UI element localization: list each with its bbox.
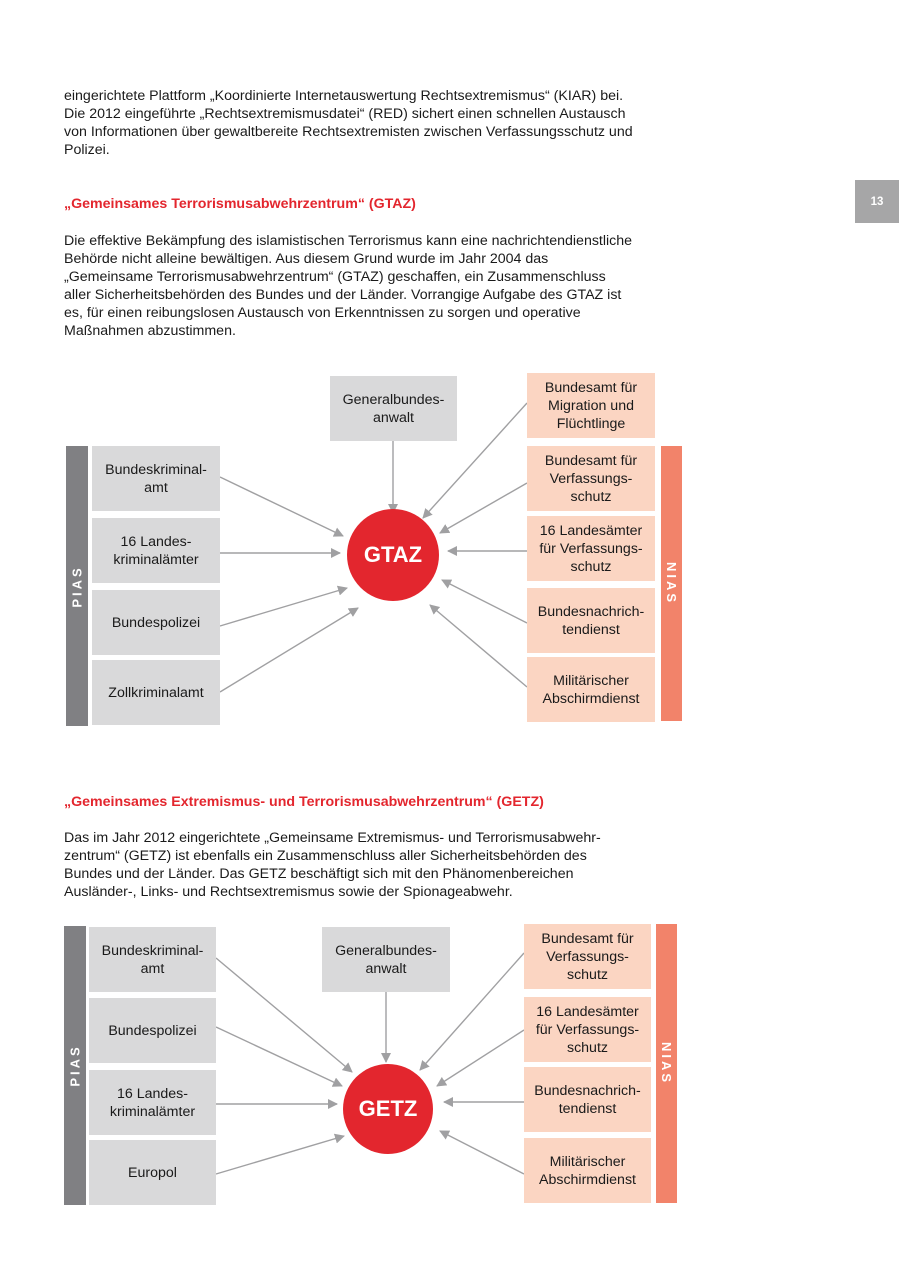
gtaz-paragraph: Die effektive Bekämpfung des islamistischen Terrorismus kann eine nachrichtendienstliche Behörde nicht alleine bewältigen. Aus diesem Grund wurde im Jahr 2004 das „Gemeinsame Terrorismusabwehrzentrum“ (GTAZ) geschaffen, ein Zusammenschluss aller Sicherheitsbehörden des Bundes und der Länder. Vorrangige Aufgabe des GTAZ ist es, für einen reibungslosen Austausch von Erkenntnissen zu sorgen und operative Maßnahmen abzustimmen. bbox=[64, 233, 633, 339]
left-box: 16 Landes- kriminalämter bbox=[92, 518, 220, 583]
arrow-left-4 bbox=[220, 608, 358, 692]
left-box: Bundeskriminal- amt bbox=[92, 446, 220, 511]
getz-diagram bbox=[0, 920, 900, 1210]
right-box: Bundesnachrich- tendienst bbox=[527, 588, 655, 653]
right-box: Bundesamt für Verfassungs- schutz bbox=[527, 446, 655, 511]
arrow-right-5 bbox=[430, 605, 527, 687]
left-box: Bundespolizei bbox=[92, 590, 220, 655]
right-box: 16 Landesämter für Verfassungs- schutz bbox=[524, 997, 651, 1062]
right-box: Bundesnachrich- tendienst bbox=[524, 1067, 651, 1132]
pias-label: PIAS bbox=[69, 564, 85, 608]
arrow-right-2 bbox=[437, 1030, 524, 1086]
arrow-left-3 bbox=[220, 588, 347, 626]
right-box: Militärischer Abschirmdienst bbox=[527, 657, 655, 722]
getz-hub: GETZ bbox=[343, 1064, 433, 1154]
left-box: Zollkriminalamt bbox=[92, 660, 220, 725]
arrow-right-2 bbox=[440, 483, 527, 533]
intro-paragraph: eingerichtete Plattform „Koordinierte Internetauswertung Rechtsextremismus“ (KIAR) bei. Die 2012 eingeführte „Rechtsextremismusdatei“ (RED) sichert einen schnellen Austausch von Informationen über gewaltbereite Rechtsextremisten zwischen Verfassungsschutz und Polizei. bbox=[64, 88, 633, 158]
right-box: Bundesamt für Verfassungs- schutz bbox=[524, 924, 651, 989]
top-box-generalbundesanwalt: Generalbundes- anwalt bbox=[330, 376, 457, 441]
pias-bar bbox=[64, 926, 86, 1205]
left-box: Bundespolizei bbox=[89, 998, 216, 1063]
right-box: Bundesamt für Migration und Flüchtlinge bbox=[527, 373, 655, 438]
arrow-left-2 bbox=[216, 1027, 342, 1086]
right-box: Militärischer Abschirmdienst bbox=[524, 1138, 651, 1203]
getz-heading: „Gemeinsames Extremismus- und Terrorismusabwehrzentrum“ (GETZ) bbox=[64, 794, 544, 810]
left-box: 16 Landes- kriminalämter bbox=[89, 1070, 216, 1135]
arrow-right-4 bbox=[440, 1131, 524, 1174]
right-box: 16 Landesämter für Verfassungs- schutz bbox=[527, 516, 655, 581]
arrow-left-1 bbox=[220, 477, 343, 536]
page-number-tab bbox=[855, 180, 899, 223]
gtaz-heading: „Gemeinsames Terrorismusabwehrzentrum“ (GTAZ) bbox=[64, 196, 416, 212]
page-number: 13 bbox=[870, 195, 884, 208]
pias-label: PIAS bbox=[67, 1044, 83, 1087]
nias-bar bbox=[661, 446, 682, 721]
pias-bar bbox=[66, 446, 88, 726]
nias-label: NIAS bbox=[659, 1041, 674, 1086]
gtaz-hub: GTAZ bbox=[347, 509, 439, 601]
arrow-right-4 bbox=[442, 580, 527, 623]
left-box: Bundeskriminal- amt bbox=[89, 927, 216, 992]
getz-paragraph: Das im Jahr 2012 eingerichtete „Gemeinsame Extremismus- und Terrorismusabwehrzentrum“ (GETZ) ist ebenfalls ein Zusammenschluss aller Sicherheitsbehörden des Bundes und der Länder. Das GETZ beschäftigt sich mit den Phänomenbereichen Ausländer-, Links- und Rechtsextremismus sowie der Spionageabwehr. bbox=[64, 830, 601, 900]
left-box: Europol bbox=[89, 1140, 216, 1205]
nias-bar bbox=[656, 924, 677, 1203]
arrow-left-4 bbox=[216, 1136, 344, 1174]
top-box-generalbundesanwalt: Generalbundes- anwalt bbox=[322, 927, 450, 992]
nias-label: NIAS bbox=[664, 561, 679, 606]
gtaz-diagram bbox=[0, 370, 900, 730]
